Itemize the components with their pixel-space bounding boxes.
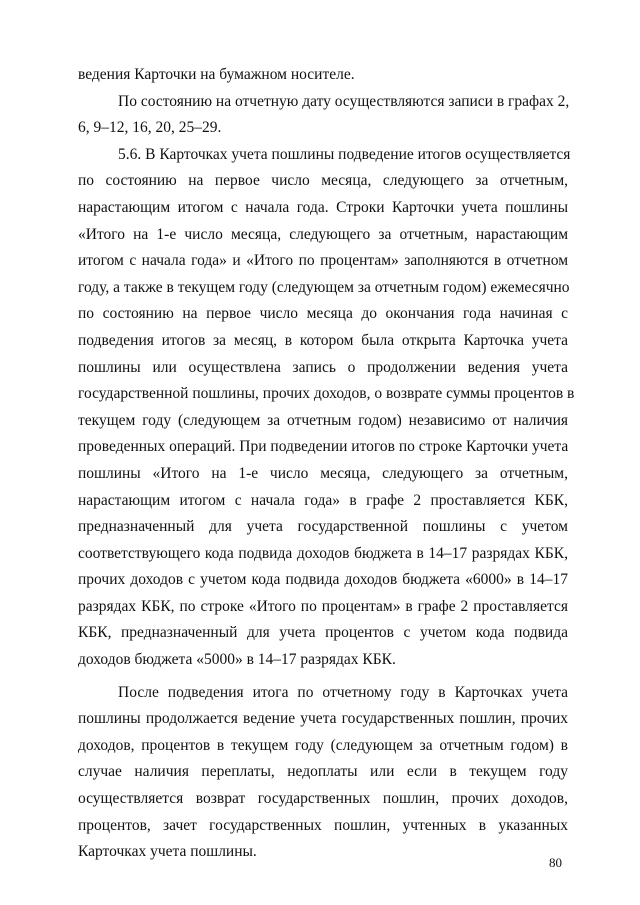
text-line: 5.6. В Карточках учета пошлины подведение итогов осуществляется [118, 145, 571, 163]
text-line: нарастающим итогом с начала года» в графе 2 проставляется КБК, [78, 491, 568, 509]
text-line: пошлины продолжается ведение учета государственных пошлин, прочих [78, 710, 568, 728]
text-line: пошлины или осуществлена запись о продолжении ведения учета [78, 358, 568, 376]
text-line: ведения Карточки на бумажном носителе. [78, 66, 355, 83]
text-line: КБК, предназначенный для учета процентов с учетом кода подвида [78, 624, 568, 642]
text-line: «Итого на 1-е число месяца, следующего за отчетным, нарастающим [78, 225, 568, 243]
body-text [78, 62, 575, 866]
text-line: После подведения итога по отчетному году в Карточках учета [118, 683, 568, 701]
text-line: пошлины «Итого на 1-е число месяца, следующего за отчетным, [78, 464, 568, 482]
text-line: прочих доходов с учетом кода подвида доходов бюджета «6000» в 14–17 [78, 571, 568, 589]
text-line: случае наличия переплаты, недоплаты или если в текущем году [78, 763, 568, 781]
text-line: По состоянию на отчетную дату осуществляются записи в графах 2, [118, 92, 570, 110]
text-line: осуществляется возврат государственных пошлин, прочих доходов, [78, 790, 568, 808]
text-line: 6, 9–12, 16, 20, 25–29. [78, 119, 222, 137]
text-line: процентов, зачет государственных пошлин, учтенных в указанных [78, 816, 568, 834]
text-line: государственной пошлины, прочих доходов, о возврате суммы процентов в [78, 385, 575, 403]
text-line: по состоянию на первое число месяца, следующего за отчетным, [78, 172, 568, 190]
text-line: году, а также в текущем году (следующем за отчетным годом) ежемесячно [78, 278, 570, 296]
text-line: текущем году (следующем за отчетным годом) независимо от наличия [78, 411, 568, 429]
text-line: подведения итогов за месяц, в котором была открыта Карточка учета [78, 331, 568, 349]
text-line: соответствующего кода подвида доходов бюджета в 14–17 разрядах КБК, [78, 544, 568, 562]
text-line: по состоянию на первое число месяца до окончания года начиная с [78, 305, 568, 323]
text-line: итогом с начала года» и «Итого по процентам» заполняются в отчетном [78, 252, 568, 270]
text-line: доходов бюджета «5000» в 14–17 разрядах КБК. [78, 651, 396, 669]
text-line: Карточках учета пошлины. [78, 843, 257, 861]
text-line: предназначенный для учета государственной пошлины с учетом [78, 518, 568, 536]
text-line: нарастающим итогом с начала года. Строки Карточки учета пошлины [78, 198, 568, 216]
text-line: проведенных операций. При подведении итогов по строке Карточки учета [78, 438, 569, 456]
text-line: доходов, процентов в текущем году (следующем за отчетным годом) в [78, 736, 568, 754]
page-number: 80 [549, 855, 562, 870]
text-line: разрядах КБК, по строке «Итого по процентам» в графе 2 проставляется [78, 597, 568, 615]
